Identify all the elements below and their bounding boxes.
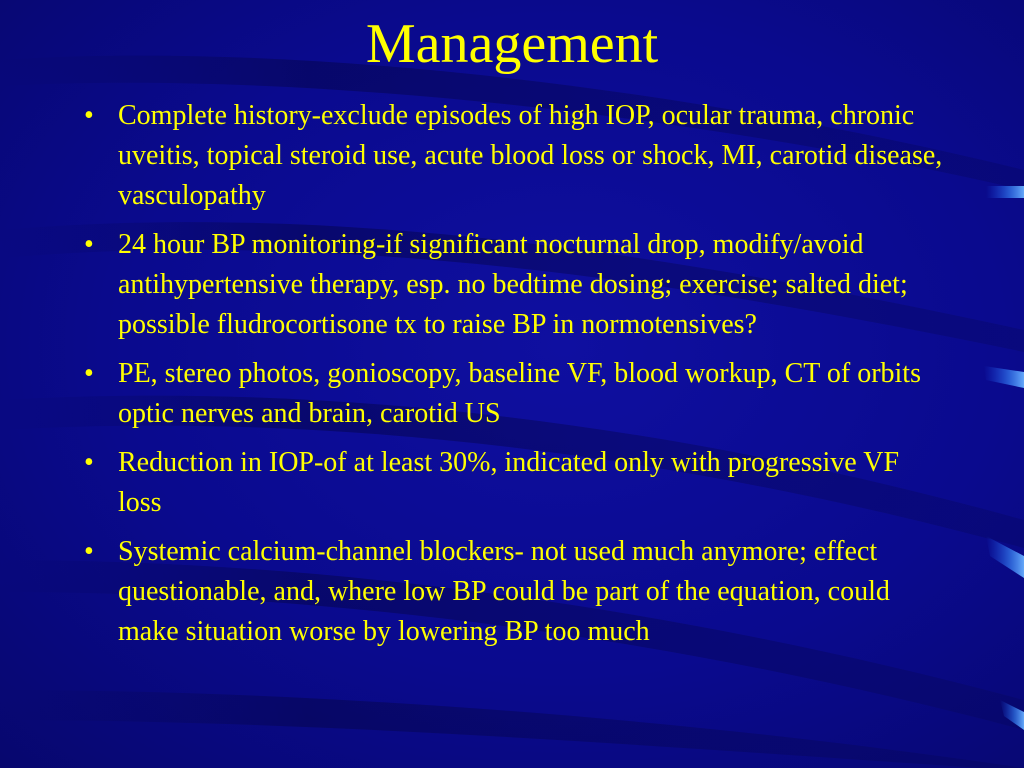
bullet-icon: • — [84, 358, 94, 389]
accent-streak — [984, 366, 1024, 388]
bullet-item — [76, 532, 946, 652]
bullet-item — [76, 96, 946, 216]
bullet-item — [76, 443, 946, 523]
accent-streak — [986, 186, 1024, 198]
bullet-text: Reduction in IOP-of at least 30%, indicated only with progressive VF loss — [118, 447, 900, 518]
bullet-text: Systemic calcium-channel blockers- not used much anymore; effect questionable, and, where low BP could be part of the equation, could make situation worse by lowering BP too much — [118, 536, 890, 647]
bullet-icon: • — [84, 447, 94, 478]
bullet-icon: • — [84, 229, 94, 260]
bullet-text: PE, stereo photos, gonioscopy, baseline VF, blood workup, CT of orbits optic nerves and brain, carotid US — [118, 358, 921, 429]
bullet-item — [76, 354, 946, 434]
bullet-list — [76, 96, 946, 661]
bullet-text: 24 hour BP monitoring-if significant nocturnal drop, modify/avoid antihypertensive therapy, esp. no bedtime dosing; exercise; salted diet; possible fludrocortisone tx to raise BP in normotensives? — [118, 229, 908, 340]
bullet-icon: • — [84, 536, 94, 567]
bullet-text: Complete history-exclude episodes of high IOP, ocular trauma, chronic uveitis, topical steroid use, acute blood loss or shock, MI, carotid disease, vasculopathy — [118, 100, 943, 211]
bullet-item — [76, 225, 946, 345]
slide-title: Management — [365, 13, 659, 75]
bullet-icon: • — [84, 100, 94, 131]
bg-streak — [0, 690, 1024, 768]
